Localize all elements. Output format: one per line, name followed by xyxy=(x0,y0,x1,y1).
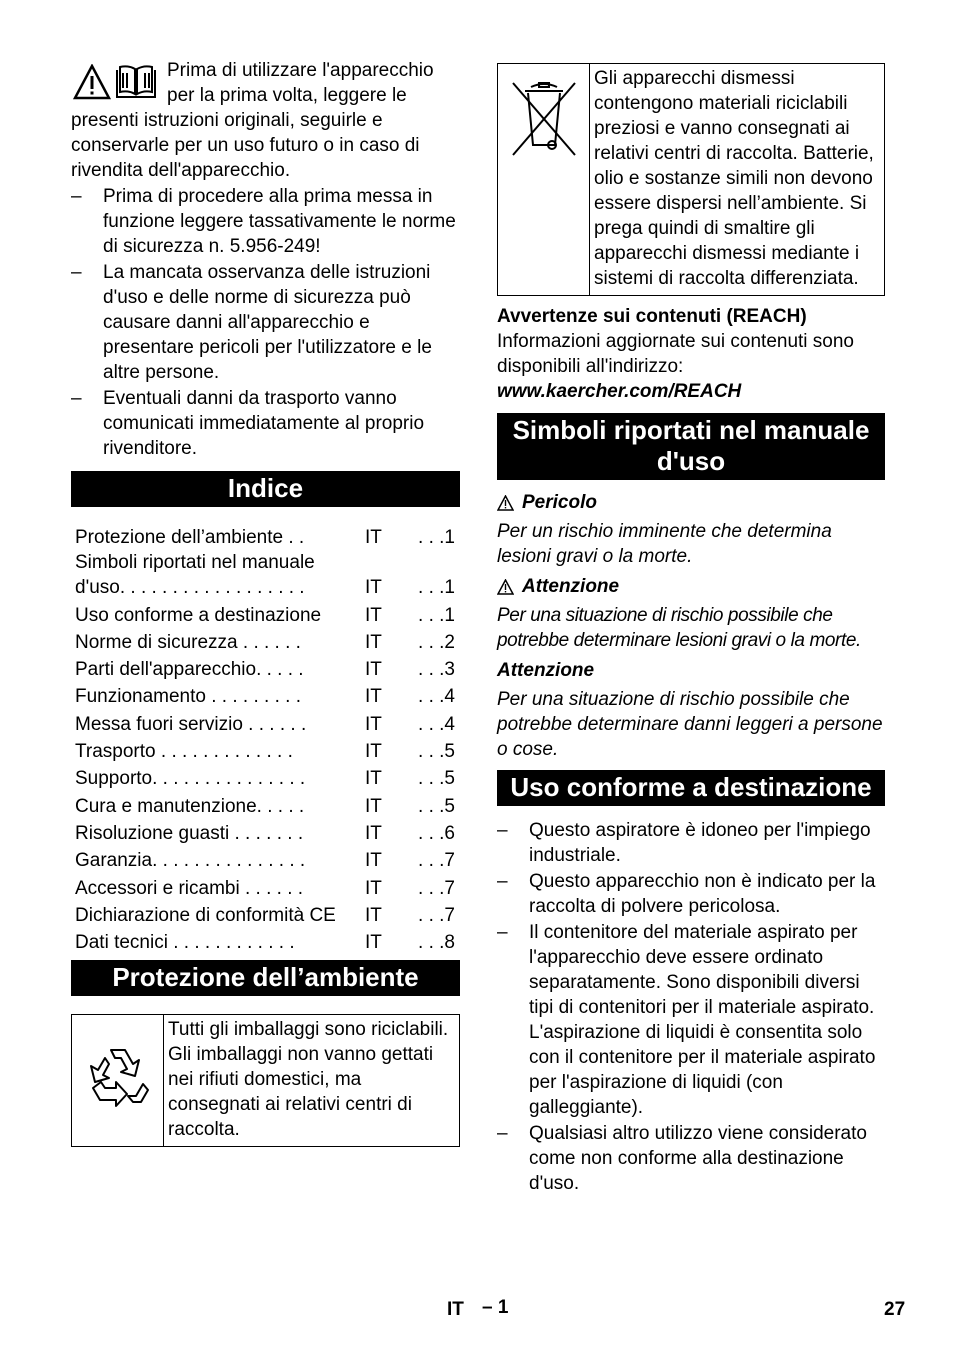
toc-row[interactable] xyxy=(75,550,460,600)
toc-lang: IT xyxy=(365,877,382,899)
toc-page: . . .7 xyxy=(418,850,455,872)
list-item: – La mancata osservanza delle istruzioni d'uso e delle norme di sicurezza può causare danni all'apparecchio e presentare pericoli per l'utilizzatore e le altre persone. xyxy=(71,260,460,385)
index-heading: Indice xyxy=(71,471,460,507)
list-item: – Il contenitore del materiale aspirato per l'apparecchio deve essere ordinato separatamente. Sono disponibili diversi tipi di contenitori per il materiale aspirato. L'aspirazione di liquidi è consentita solo con il contenitore per il materiale aspirato per l'aspirazione di liquidi (con galleggiante). xyxy=(497,920,885,1120)
toc-title: Garanzia. . . . . . . . . . . . . . . xyxy=(75,850,306,872)
toc-title: Supporto. . . . . . . . . . . . . . . xyxy=(75,768,306,790)
toc-page: . . .4 xyxy=(418,686,455,708)
symbols-list xyxy=(497,490,885,762)
list-item: – Prima di procedere alla prima messa in funzione leggere tassativamente le norme di sicurezza n. 5.956-249! xyxy=(71,184,460,259)
toc-row[interactable] xyxy=(75,764,460,791)
table-of-contents xyxy=(71,523,460,955)
manual-book-icon xyxy=(115,64,157,100)
toc-title: Norme di sicurezza . . . . . . xyxy=(75,631,301,653)
right-column xyxy=(497,63,885,1196)
toc-lang: IT xyxy=(365,822,382,844)
toc-page: . . .5 xyxy=(418,795,455,817)
footer-page-number: 27 xyxy=(884,1299,906,1320)
toc-page: . . .3 xyxy=(418,659,455,681)
toc-row[interactable] xyxy=(75,600,460,627)
toc-lang: IT xyxy=(365,713,382,735)
toc-title: Trasporto . . . . . . . . . . . . . xyxy=(75,741,293,763)
warning-triangle-icon xyxy=(497,579,514,595)
symbol-description: Per una situazione di rischio possibile che potrebbe determinare danni leggeri a persone o cose. xyxy=(497,689,883,760)
intro-icons xyxy=(73,64,157,100)
footer-section-page: – 1 xyxy=(482,1297,509,1318)
toc-title: Parti dell'apparecchio. . . . . xyxy=(75,659,304,681)
toc-page: . . .4 xyxy=(418,713,455,735)
recycle-table xyxy=(71,1014,460,1147)
toc-lang: IT xyxy=(365,904,382,926)
toc-page: . . .5 xyxy=(418,768,455,790)
toc-row[interactable] xyxy=(75,628,460,655)
intro-section xyxy=(71,58,460,461)
toc-page: . . .1 xyxy=(418,604,455,626)
toc-row[interactable] xyxy=(75,873,460,900)
recycle-icon-cell xyxy=(72,1015,164,1147)
toc-title: Protezione dell’ambiente . . xyxy=(75,527,305,549)
toc-page: . . .7 xyxy=(418,877,455,899)
toc-lang: IT xyxy=(365,631,382,653)
toc-page: . . .7 xyxy=(418,904,455,926)
toc-title-line1: Simboli riportati nel manuale xyxy=(75,552,315,574)
toc-row[interactable] xyxy=(75,901,460,928)
intro-bullet-list xyxy=(71,184,460,461)
toc-page: . . .8 xyxy=(418,932,455,954)
reach-url[interactable]: www.kaercher.com/REACH xyxy=(497,381,742,402)
list-item: – Questo apparecchio non è indicato per la raccolta di polvere pericolosa. xyxy=(497,869,885,919)
symbol-description: Per una situazione di rischio possibile che potrebbe determinare lesioni gravi o la morte. xyxy=(497,605,861,651)
symbol-label-text: Attenzione xyxy=(497,660,595,681)
intended-use-list xyxy=(497,818,885,1196)
list-item: – Eventuali danni da trasporto vanno comunicati immediatamente al proprio rivenditore. xyxy=(71,386,460,461)
toc-lang: IT xyxy=(365,741,382,763)
toc-title: Accessori e ricambi . . . . . . xyxy=(75,877,304,899)
toc-row[interactable] xyxy=(75,819,460,846)
toc-title: Risoluzione guasti . . . . . . . xyxy=(75,822,304,844)
toc-row[interactable] xyxy=(75,928,460,955)
toc-lang: IT xyxy=(365,932,382,954)
toc-row[interactable] xyxy=(75,655,460,682)
toc-title-line2: d'uso. . . . . . . . . . . . . . . . . . xyxy=(75,577,305,599)
toc-title: Funzionamento . . . . . . . . . xyxy=(75,686,301,708)
list-item: – Questo aspiratore è idoneo per l'impiego industriale. xyxy=(497,818,885,868)
toc-lang: IT xyxy=(365,659,382,681)
symbol-label-text: Pericolo xyxy=(522,492,597,513)
toc-title: Cura e manutenzione. . . . . xyxy=(75,795,305,817)
crossed-bin-icon xyxy=(509,79,579,159)
recycle-text: Tutti gli imballaggi sono riciclabili. Gli imballaggi non vanno gettati nei rifiuti domestici, ma consegnati ai relativi centri di raccolta. xyxy=(164,1015,460,1147)
toc-page: . . .5 xyxy=(418,741,455,763)
toc-row[interactable] xyxy=(75,682,460,709)
toc-page: . . .1 xyxy=(418,527,455,549)
symbol-label xyxy=(497,658,885,683)
toc-row[interactable] xyxy=(75,709,460,736)
toc-title: Dati tecnici . . . . . . . . . . . . xyxy=(75,932,295,954)
symbol-label-text: Attenzione xyxy=(522,576,620,597)
reach-section xyxy=(497,304,885,404)
warning-triangle-icon xyxy=(73,64,111,100)
disposal-icon-cell xyxy=(498,64,590,296)
recycle-icon xyxy=(81,1040,155,1114)
intro-paragraph: Prima di utilizzare l'apparecchio per la prima volta, leggere le presenti istruzioni originali, seguirle e conservarle per un uso futuro o in caso di rivendita dell'apparecchio. xyxy=(71,60,434,181)
toc-title xyxy=(75,550,365,600)
symbol-description: Per un rischio imminente che determina lesioni gravi o la morte. xyxy=(497,521,832,567)
symbol-label xyxy=(497,490,885,515)
toc-lang: IT xyxy=(365,527,382,549)
list-item: – Qualsiasi altro utilizzo viene considerato come non conforme alla destinazione d'uso. xyxy=(497,1121,885,1196)
reach-text: Informazioni aggiornate sui contenuti sono disponibili all'indirizzo: xyxy=(497,331,855,377)
toc-title: Messa fuori servizio . . . . . . xyxy=(75,713,307,735)
toc-row[interactable] xyxy=(75,737,460,764)
toc-page: . . .1 xyxy=(418,577,455,599)
intended-use-heading: Uso conforme a destinazione xyxy=(497,770,885,806)
toc-lang: IT xyxy=(365,686,382,708)
toc-lang: IT xyxy=(365,795,382,817)
symbols-heading: Simboli riportati nel manuale d'uso xyxy=(497,413,885,480)
toc-row[interactable] xyxy=(75,523,460,550)
reach-heading: Avvertenze sui contenuti (REACH) xyxy=(497,306,807,327)
footer-lang: IT xyxy=(447,1299,464,1320)
disposal-table xyxy=(497,63,885,296)
toc-row[interactable] xyxy=(75,791,460,818)
toc-title: Dichiarazione di conformità CE xyxy=(75,904,336,926)
toc-title: Uso conforme a destinazione xyxy=(75,604,322,626)
toc-page: . . .2 xyxy=(418,631,455,653)
toc-lang: IT xyxy=(365,604,382,626)
symbol-label xyxy=(497,574,885,599)
toc-row[interactable] xyxy=(75,846,460,873)
toc-page: . . .6 xyxy=(418,822,455,844)
left-column xyxy=(71,58,460,1147)
environment-heading: Protezione dell’ambiente xyxy=(71,960,460,996)
warning-triangle-icon xyxy=(497,495,514,511)
toc-lang: IT xyxy=(365,768,382,790)
toc-lang: IT xyxy=(365,850,382,872)
toc-lang: IT xyxy=(365,577,382,599)
disposal-text: Gli apparecchi dismessi contengono materiali riciclabili preziosi e vanno consegnati ai relativi centri di raccolta. Batterie, olio e sostanze simili non devono essere dispersi nell’ambiente. Si prega quindi di smaltire gli apparecchi dismessi mediante i sistemi di raccolta differenziata. xyxy=(590,64,885,296)
